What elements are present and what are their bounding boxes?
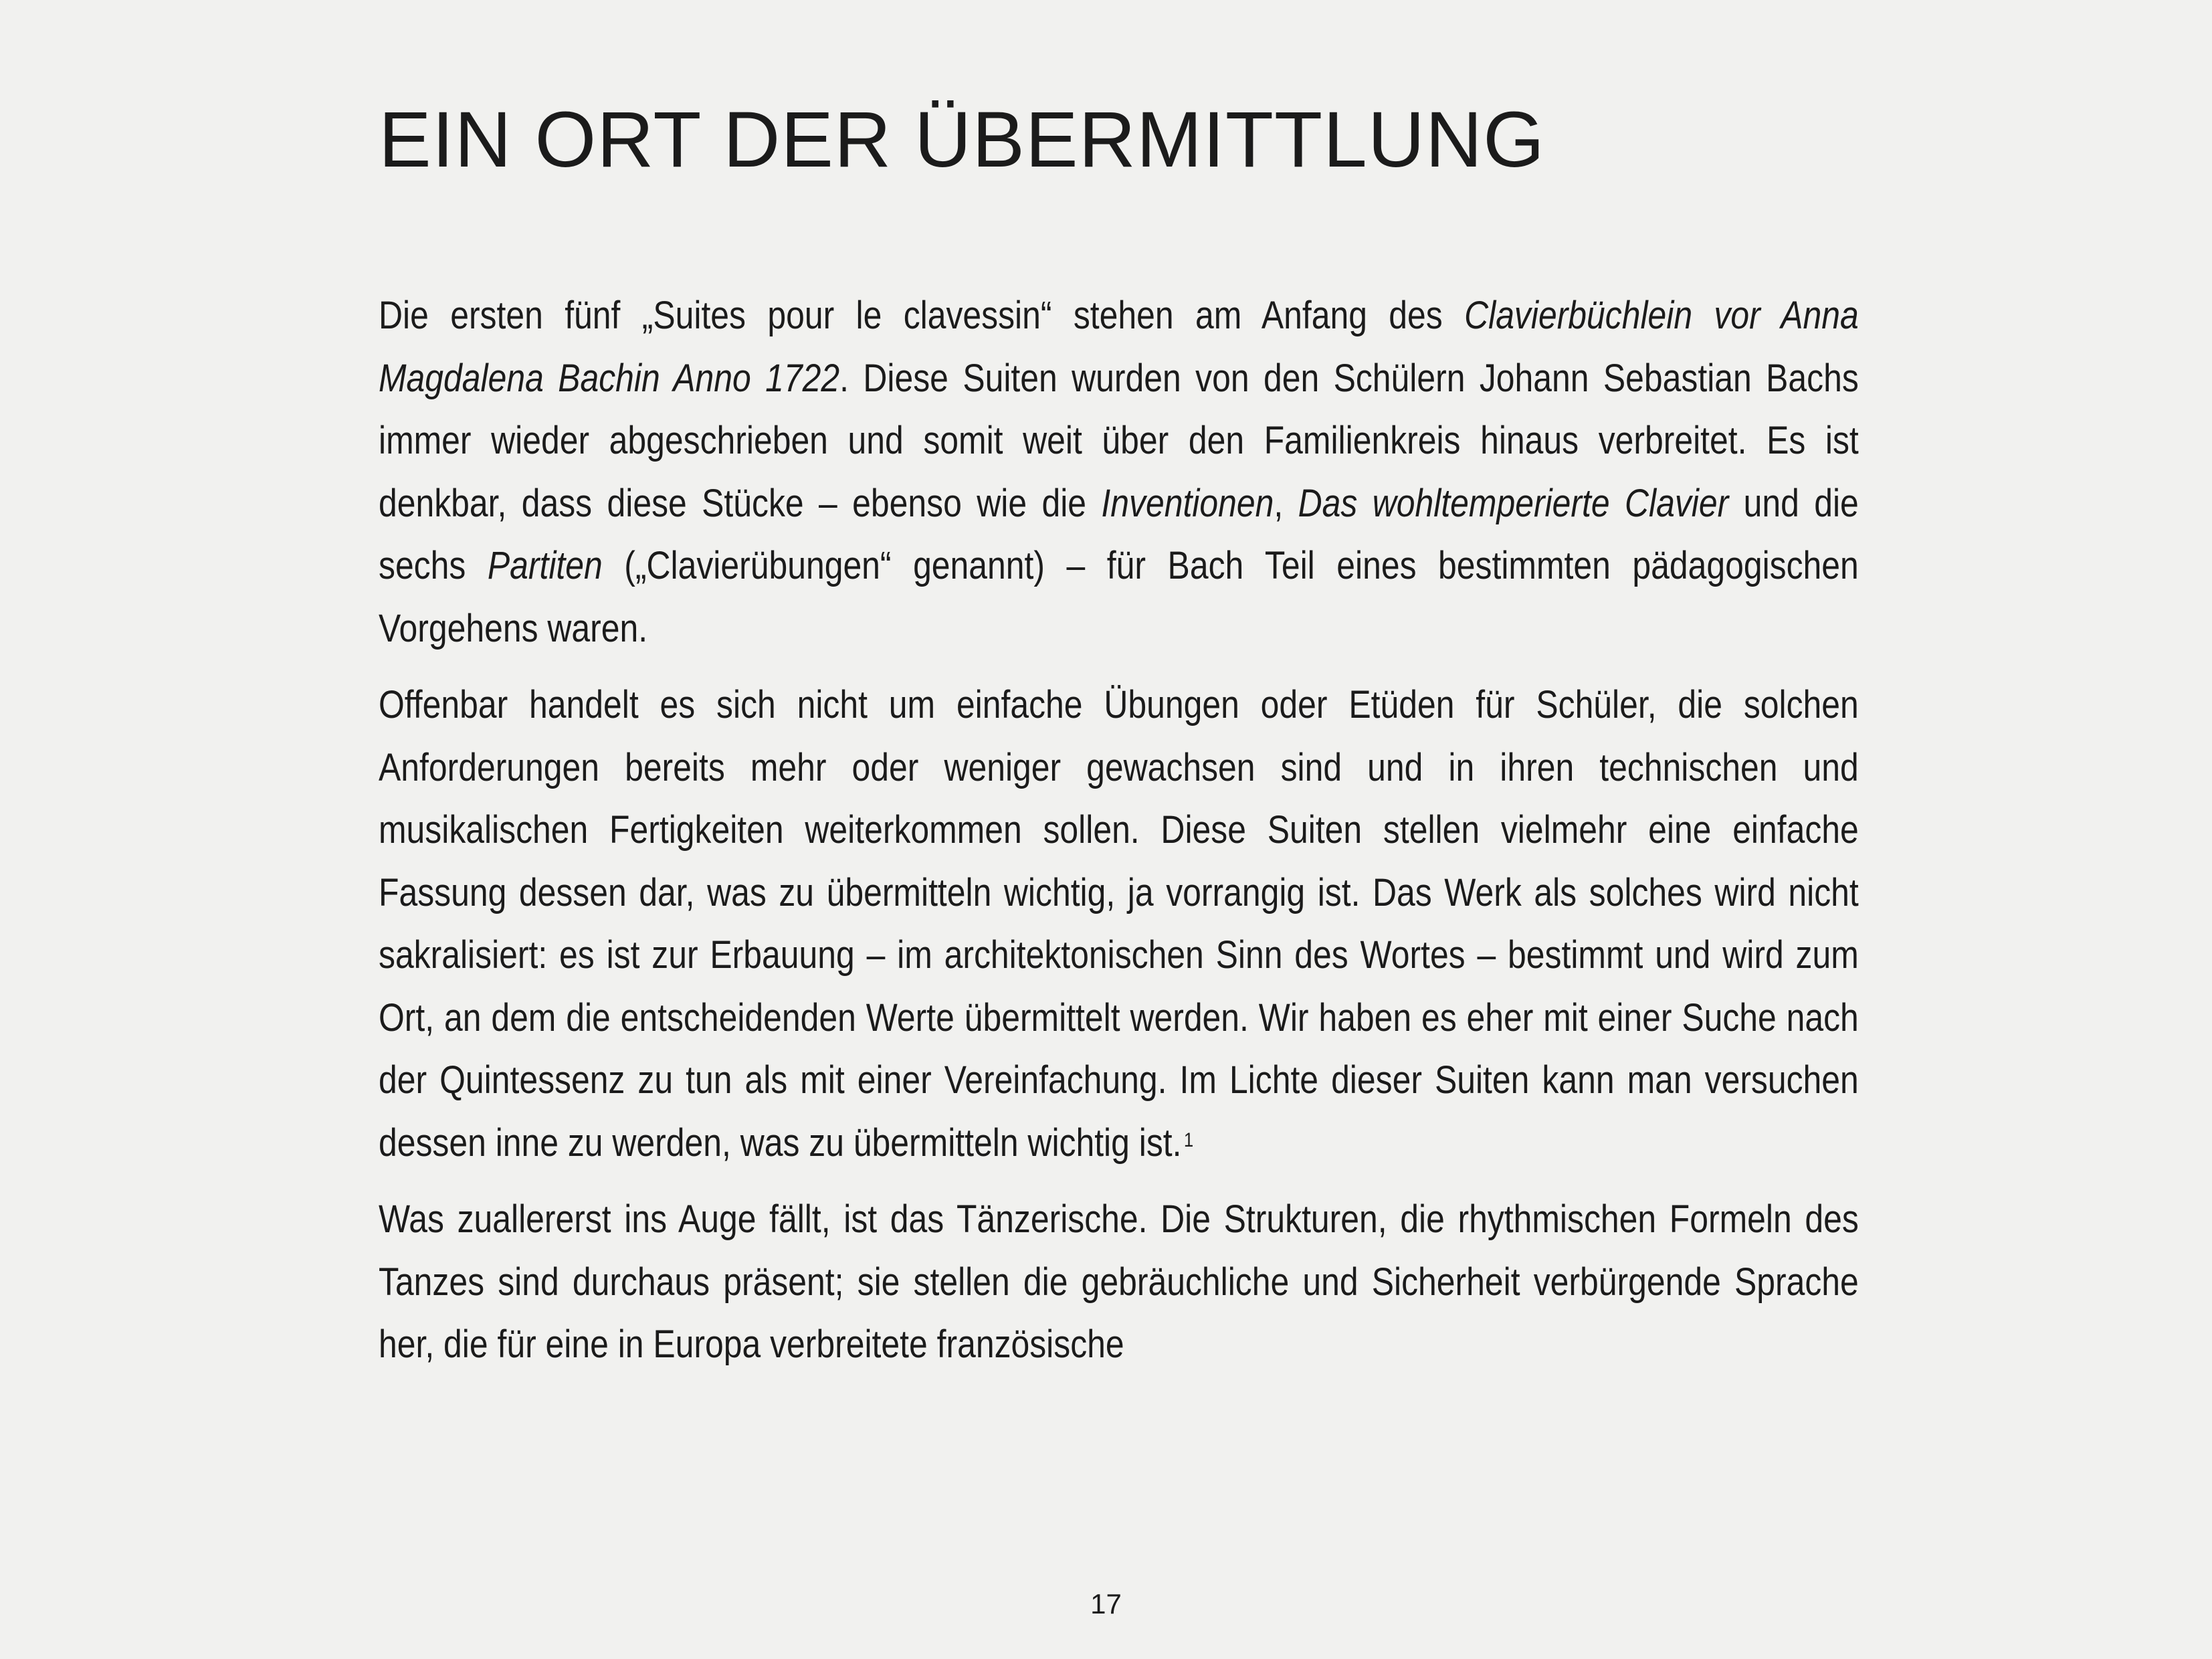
paragraph-3-span-0: Was zuallererst ins Auge fällt, ist das Tänzerische. Die Strukturen, die rhythmischen Formeln des Tanzes sind durchaus präsent; sie stellen die gebräuchliche und Sicherheit verbürgende Sprache her, die für eine in Europa verbreitete französische — [379, 1197, 1859, 1366]
paragraph-3 — [379, 1188, 1859, 1376]
paragraph-1-italic-title: Clavierbüchlein vor Anna Magdalena Bachin Anno 1722 — [379, 294, 1859, 400]
paragraph-1-italic-inventionen: Inventionen — [1101, 481, 1274, 525]
footnote-marker: 1 — [1183, 1129, 1194, 1151]
chapter-heading: EIN ORT DER ÜBERMITTLUNG — [379, 96, 1545, 184]
paragraph-1-span-2: . Diese Suiten wurden von den Schülern Johann Sebastian Bachs immer wieder abgeschrieben und somit weit über den Familienkreis hinaus verbreitet. Es ist denkbar, dass diese Stücke – ebenso wie die — [379, 356, 1859, 525]
page-number: 17 — [1090, 1588, 1122, 1620]
paragraph-1-italic-partiten: Partiten — [487, 544, 603, 587]
paragraph-2 — [379, 674, 1859, 1174]
body-text — [379, 284, 1859, 1390]
paragraph-1-span-6: und die sechs — [379, 481, 1859, 587]
paragraph-1-span-8: („Clavierübungen“ genannt) – für Bach Teil eines bestimmten pädagogischen Vorgehens waren. — [379, 544, 1859, 650]
paragraph-1-italic-clavier: Das wohltemperierte Clavier — [1298, 481, 1729, 525]
paragraph-2-span-0: Offenbar handelt es sich nicht um einfache Übungen oder Etüden für Schüler, die solchen Anforderungen bereits mehr oder weniger gewachsen sind und in ihren technischen und musikalischen Fertigkeiten weiterkommen sollen. Diese Suiten stellen vielmehr eine einfache Fassung dessen dar, was zu übermitteln wichtig, ja vorrangig ist. Das Werk als solches wird nicht sakralisiert: es ist zur Erbauung – im architektonischen Sinn des Wortes – bestimmt und wird zum Ort, an dem die entscheidenden Werte übermittelt werden. Wir haben es eher mit einer Suche nach der Quintessenz zu tun als mit einer Vereinfachung. Im Lichte dieser Suiten kann man versuchen dessen inne zu werden, was zu übermitteln wichtig ist. — [379, 683, 1859, 1165]
paragraph-1-span-4: , — [1274, 481, 1298, 525]
paragraph-1 — [379, 284, 1859, 660]
paragraph-1-span-0: Die ersten fünf „Suites pour le clavessin“ stehen am Anfang des — [379, 294, 1465, 337]
